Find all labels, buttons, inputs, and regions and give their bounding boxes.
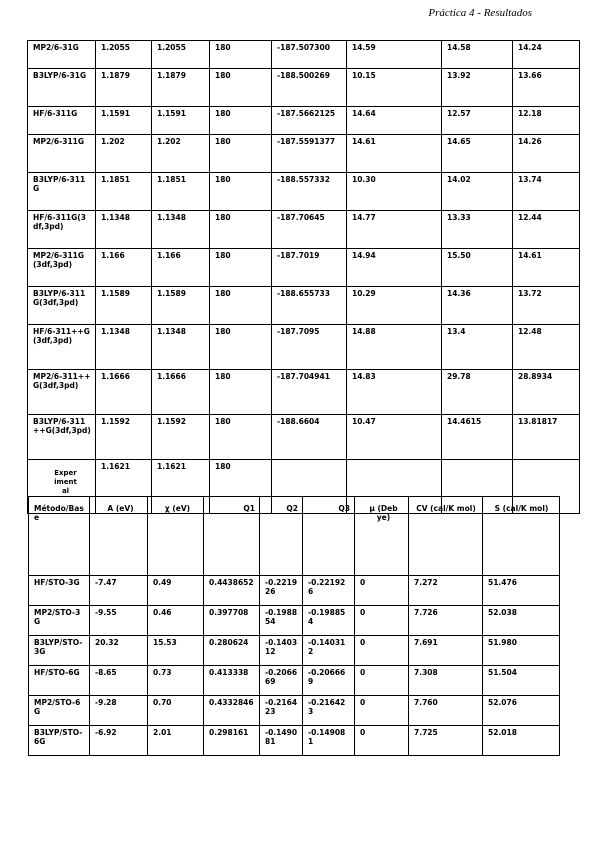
- value-cell: 7.308: [409, 666, 483, 696]
- results-table-2: [28, 496, 560, 756]
- value-cell: -188.6604: [272, 415, 347, 460]
- value-cell: 12.48: [513, 325, 580, 370]
- value-cell: 1.1348: [152, 211, 210, 249]
- table-row: [28, 211, 580, 249]
- table-row: [28, 415, 580, 460]
- value-cell: -6.92: [90, 726, 148, 756]
- value-cell: 1.1666: [96, 370, 152, 415]
- value-cell: 13.74: [513, 173, 580, 211]
- value-cell: 180: [210, 370, 272, 415]
- method-cell: MP2/STO-6G: [29, 696, 90, 726]
- value-cell: -188.557332: [272, 173, 347, 211]
- value-cell: 14.88: [347, 325, 442, 370]
- value-cell: 0: [355, 636, 409, 666]
- value-cell: -0.216423: [260, 696, 303, 726]
- value-cell: 7.726: [409, 606, 483, 636]
- value-cell: -0.221926: [260, 576, 303, 606]
- value-cell: 13.33: [442, 211, 513, 249]
- value-cell: 51.504: [483, 666, 560, 696]
- value-cell: 14.59: [347, 41, 442, 69]
- value-cell: 180: [210, 460, 272, 514]
- table-row: [28, 325, 580, 370]
- value-cell: 0.4438652: [204, 576, 260, 606]
- value-cell: -188.500269: [272, 69, 347, 107]
- value-cell: 180: [210, 173, 272, 211]
- value-cell: 1.1621: [152, 460, 210, 514]
- value-cell: 52.018: [483, 726, 560, 756]
- table-row: [29, 636, 560, 666]
- value-cell: 14.02: [442, 173, 513, 211]
- value-cell: -0.198854: [303, 606, 355, 636]
- value-cell: 1.1348: [152, 325, 210, 370]
- value-cell: 0.4332846: [204, 696, 260, 726]
- value-cell: 7.725: [409, 726, 483, 756]
- method-cell: HF/6-311G: [28, 107, 96, 135]
- value-cell: 0.70: [148, 696, 204, 726]
- value-cell: 14.61: [347, 135, 442, 173]
- value-cell: 0: [355, 726, 409, 756]
- method-cell: Experimental: [28, 460, 96, 514]
- value-cell: 29.78: [442, 370, 513, 415]
- value-cell: 13.66: [513, 69, 580, 107]
- table-row: [28, 107, 580, 135]
- value-cell: -7.47: [90, 576, 148, 606]
- method-cell: B3LYP/6-31G: [28, 69, 96, 107]
- value-cell: 14.65: [442, 135, 513, 173]
- value-cell: 0.413338: [204, 666, 260, 696]
- value-cell: 14.58: [442, 41, 513, 69]
- value-cell: 0.280624: [204, 636, 260, 666]
- value-cell: 52.076: [483, 696, 560, 726]
- value-cell: 0.49: [148, 576, 204, 606]
- value-cell: 7.691: [409, 636, 483, 666]
- table-row: [28, 69, 580, 107]
- header-cell: Q2: [260, 497, 303, 576]
- value-cell: 1.1589: [96, 287, 152, 325]
- value-cell: 13.92: [442, 69, 513, 107]
- method-cell: MP2/6-311G(3df,3pd): [28, 249, 96, 287]
- value-cell: 180: [210, 69, 272, 107]
- value-cell: 1.1592: [96, 415, 152, 460]
- method-cell: HF/6-311G(3df,3pd): [28, 211, 96, 249]
- method-cell: MP2/6-311++G(3df,3pd): [28, 370, 96, 415]
- results-table-1: [27, 40, 580, 514]
- table-row: [29, 726, 560, 756]
- value-cell: 12.57: [442, 107, 513, 135]
- value-cell: 1.1851: [96, 173, 152, 211]
- table-row: [28, 135, 580, 173]
- value-cell: 0: [355, 576, 409, 606]
- value-cell: 14.94: [347, 249, 442, 287]
- value-cell: 10.29: [347, 287, 442, 325]
- value-cell: 1.166: [152, 249, 210, 287]
- method-cell: HF/6-311++G(3df,3pd): [28, 325, 96, 370]
- table-row: [29, 606, 560, 636]
- value-cell: 1.1666: [152, 370, 210, 415]
- value-cell: 1.202: [152, 135, 210, 173]
- value-cell: 14.64: [347, 107, 442, 135]
- value-cell: 20.32: [90, 636, 148, 666]
- method-cell: B3LYP/6-311++G(3df,3pd): [28, 415, 96, 460]
- header-cell: S (cal/K mol): [483, 497, 560, 576]
- table-row: [28, 370, 580, 415]
- value-cell: 1.1348: [96, 325, 152, 370]
- value-cell: -8.65: [90, 666, 148, 696]
- value-cell: 1.1879: [96, 69, 152, 107]
- table-row: [28, 249, 580, 287]
- header-cell: μ (Debye): [355, 497, 409, 576]
- value-cell: -9.55: [90, 606, 148, 636]
- value-cell: 1.1879: [152, 69, 210, 107]
- value-cell: 7.272: [409, 576, 483, 606]
- method-cell: B3LYP/STO-6G: [29, 726, 90, 756]
- table-row: [28, 41, 580, 69]
- value-cell: 1.202: [96, 135, 152, 173]
- table-row: [28, 287, 580, 325]
- method-cell: B3LYP/6-311G: [28, 173, 96, 211]
- value-cell: 180: [210, 107, 272, 135]
- method-cell: HF/STO-3G: [29, 576, 90, 606]
- value-cell: -0.149081: [260, 726, 303, 756]
- method-cell: B3LYP/STO-3G: [29, 636, 90, 666]
- value-cell: 13.81817: [513, 415, 580, 460]
- value-cell: 15.50: [442, 249, 513, 287]
- value-cell: -0.206669: [260, 666, 303, 696]
- table-row: [29, 576, 560, 606]
- value-cell: 14.24: [513, 41, 580, 69]
- value-cell: 180: [210, 415, 272, 460]
- method-cell: B3LYP/6-311G(3df,3pd): [28, 287, 96, 325]
- table-row: [28, 173, 580, 211]
- value-cell: 13.72: [513, 287, 580, 325]
- value-cell: 14.83: [347, 370, 442, 415]
- value-cell: 0.397708: [204, 606, 260, 636]
- value-cell: 12.18: [513, 107, 580, 135]
- value-cell: 1.1591: [152, 107, 210, 135]
- value-cell: -187.5662125: [272, 107, 347, 135]
- value-cell: 1.1589: [152, 287, 210, 325]
- method-cell: MP2/6-31G: [28, 41, 96, 69]
- method-cell: MP2/6-311G: [28, 135, 96, 173]
- value-cell: -0.140312: [303, 636, 355, 666]
- value-cell: 1.2055: [96, 41, 152, 69]
- value-cell: 7.760: [409, 696, 483, 726]
- table-row: [29, 666, 560, 696]
- value-cell: -187.507300: [272, 41, 347, 69]
- value-cell: 1.2055: [152, 41, 210, 69]
- header-cell: A (eV): [90, 497, 148, 576]
- header-cell: CV (cal/K mol): [409, 497, 483, 576]
- header-cell: Método/Base: [29, 497, 90, 576]
- value-cell: 2.01: [148, 726, 204, 756]
- value-cell: 28.8934: [513, 370, 580, 415]
- table-row: [29, 696, 560, 726]
- value-cell: 51.476: [483, 576, 560, 606]
- value-cell: 1.1591: [96, 107, 152, 135]
- value-cell: 52.038: [483, 606, 560, 636]
- value-cell: -0.140312: [260, 636, 303, 666]
- value-cell: 14.61: [513, 249, 580, 287]
- value-cell: 1.1348: [96, 211, 152, 249]
- value-cell: 0: [355, 666, 409, 696]
- value-cell: 0.73: [148, 666, 204, 696]
- header-cell: Q1: [204, 497, 260, 576]
- table-header-row: [29, 497, 560, 576]
- value-cell: -0.149081: [303, 726, 355, 756]
- value-cell: 180: [210, 41, 272, 69]
- method-cell: MP2/STO-3G: [29, 606, 90, 636]
- value-cell: 0: [355, 696, 409, 726]
- value-cell: 0: [355, 606, 409, 636]
- value-cell: 10.47: [347, 415, 442, 460]
- value-cell: -187.70645: [272, 211, 347, 249]
- value-cell: 0.298161: [204, 726, 260, 756]
- value-cell: 14.26: [513, 135, 580, 173]
- value-cell: 180: [210, 325, 272, 370]
- value-cell: 14.77: [347, 211, 442, 249]
- value-cell: -0.221926: [303, 576, 355, 606]
- value-cell: -9.28: [90, 696, 148, 726]
- value-cell: 15.53: [148, 636, 204, 666]
- value-cell: 14.36: [442, 287, 513, 325]
- value-cell: -0.198854: [260, 606, 303, 636]
- page-header: Práctica 4 - Resultados: [428, 7, 532, 19]
- value-cell: -187.7095: [272, 325, 347, 370]
- value-cell: -187.5591377: [272, 135, 347, 173]
- value-cell: 1.166: [96, 249, 152, 287]
- value-cell: -187.704941: [272, 370, 347, 415]
- value-cell: 10.30: [347, 173, 442, 211]
- value-cell: 1.1592: [152, 415, 210, 460]
- value-cell: 12.44: [513, 211, 580, 249]
- value-cell: 180: [210, 211, 272, 249]
- value-cell: -0.206669: [303, 666, 355, 696]
- value-cell: -187.7019: [272, 249, 347, 287]
- value-cell: 0.46: [148, 606, 204, 636]
- header-cell: χ (eV): [148, 497, 204, 576]
- value-cell: 180: [210, 287, 272, 325]
- value-cell: 180: [210, 135, 272, 173]
- value-cell: 10.15: [347, 69, 442, 107]
- value-cell: -0.216423: [303, 696, 355, 726]
- header-cell: Q3: [303, 497, 355, 576]
- value-cell: 1.1621: [96, 460, 152, 514]
- value-cell: 180: [210, 249, 272, 287]
- value-cell: 13.4: [442, 325, 513, 370]
- value-cell: 1.1851: [152, 173, 210, 211]
- value-cell: 51.980: [483, 636, 560, 666]
- value-cell: -188.655733: [272, 287, 347, 325]
- value-cell: 14.4615: [442, 415, 513, 460]
- method-cell: HF/STO-6G: [29, 666, 90, 696]
